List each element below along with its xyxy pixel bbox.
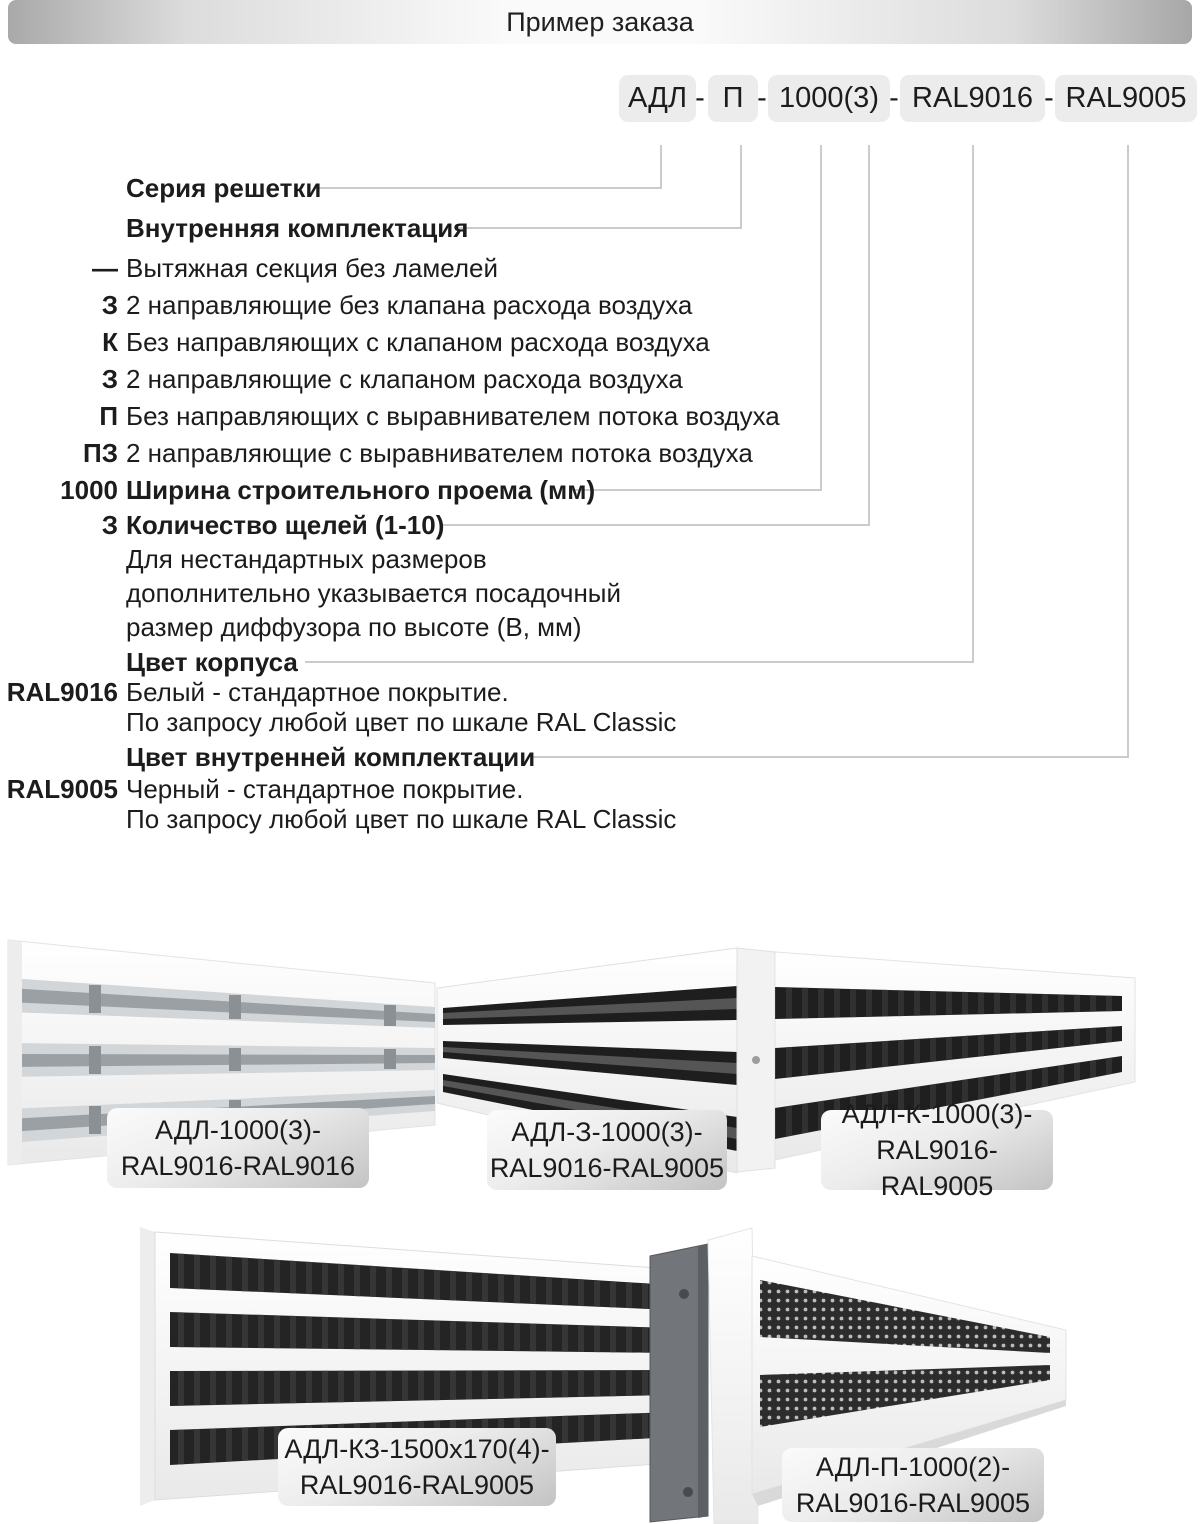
spec-code	[0, 644, 118, 681]
spec-option-row	[0, 287, 692, 324]
product-label-line: RAL9016-RAL9005	[795, 1488, 1031, 1518]
product-label	[821, 1099, 1053, 1201]
connector-body-color-horizontal	[305, 661, 974, 663]
product-label	[278, 1428, 556, 1506]
order-code-segment-inner-color: RAL9005	[1055, 75, 1197, 122]
spec-label: Вытяжная секция без ламелей	[126, 253, 498, 283]
spec-label: Количество щелей (1-10)	[126, 510, 445, 540]
spec-code: RAL9016	[6, 677, 118, 707]
order-code-segment-config: П	[708, 75, 758, 122]
spec-inner-color-row	[0, 774, 676, 834]
connector-config-horizontal	[455, 227, 742, 229]
spec-heading-inner-color	[0, 739, 535, 776]
order-code-segment-body-color: RAL9016	[900, 75, 1045, 122]
spec-note-line: дополнительно указывается посадочный	[126, 578, 622, 608]
spec-label: Без направляющих с выравнивателем потока воздуха	[126, 401, 780, 431]
spec-code: К	[102, 327, 118, 357]
spec-label: 2 направляющие с выравнивателем потока воздуха	[126, 438, 753, 468]
product-label-line: RAL9016-RAL9005	[299, 1470, 535, 1500]
spec-label-line: Белый - стандартное покрытие.	[126, 677, 509, 707]
spec-label: Ширина строительного проема (мм)	[126, 475, 596, 505]
spec-option-row	[0, 435, 753, 472]
product-label	[782, 1448, 1044, 1522]
order-code-separator: -	[695, 82, 705, 114]
connector-config-vertical	[740, 145, 742, 229]
connector-series-vertical	[660, 145, 662, 189]
spec-label: Серия решетки	[126, 173, 322, 203]
product-label-line: АДЛ-КЗ-1500x170(4)-	[284, 1434, 550, 1464]
spec-label: Без направляющих с клапаном расхода воздуха	[126, 327, 710, 357]
spec-code: П	[99, 401, 118, 431]
connector-width-horizontal	[570, 489, 822, 491]
order-code-separator: -	[889, 82, 899, 114]
spec-width-row	[0, 472, 595, 509]
spec-code: З	[101, 364, 118, 394]
spec-option-row	[0, 398, 780, 435]
spec-note	[126, 542, 621, 644]
spec-label: Цвет внутренней комплектации	[126, 742, 536, 772]
header-bar	[8, 0, 1192, 44]
connector-series-horizontal	[315, 187, 662, 189]
order-code-separator: -	[1044, 82, 1054, 114]
spec-note-line: Для нестандартных размеров	[126, 544, 487, 574]
spec-heading-series	[0, 170, 321, 207]
product-label-line: RAL9016-RAL9005	[876, 1135, 998, 1201]
spec-code	[0, 739, 118, 776]
product-label-line: АДЛ-1000(3)-	[155, 1115, 321, 1145]
spec-slots-row	[0, 507, 444, 544]
product-label-line: АДЛ-З-1000(3)-	[511, 1117, 703, 1147]
order-code-separator: -	[757, 82, 767, 114]
connector-width-vertical	[820, 145, 822, 491]
spec-label	[126, 677, 676, 737]
spec-label-line: По запросу любой цвет по шкале RAL Classic	[126, 707, 677, 737]
product-label-line: АДЛ-П-1000(2)-	[815, 1452, 1011, 1482]
spec-heading-body-color	[0, 644, 298, 681]
spec-label	[126, 774, 676, 834]
spec-note-line: размер диффузора по высоте (В, мм)	[126, 612, 582, 642]
connector-body-color-vertical	[972, 145, 974, 663]
order-code-segment-size: 1000(3)	[768, 75, 890, 122]
connector-inner-color-vertical	[1127, 145, 1129, 758]
spec-label: 2 направляющие с клапаном расхода воздуха	[126, 364, 683, 394]
spec-code: З	[101, 290, 118, 320]
products-illustration	[0, 900, 1200, 1524]
spec-code: З	[101, 510, 118, 540]
spec-code	[0, 170, 118, 207]
order-code-segment-series: АДЛ	[619, 75, 696, 122]
product-label	[107, 1108, 369, 1188]
product-label-line: RAL9016-RAL9005	[489, 1153, 725, 1183]
page-title: Пример заказа	[506, 7, 694, 37]
spec-label: Цвет корпуса	[126, 647, 298, 677]
connector-slots-horizontal	[440, 524, 870, 526]
spec-code: ПЗ	[83, 438, 118, 468]
spec-option-row	[0, 361, 683, 398]
spec-option-row	[0, 250, 498, 287]
product-label	[487, 1110, 727, 1190]
product-label-line: АДЛ-К-1000(3)-	[841, 1099, 1033, 1129]
spec-label: 2 направляющие без клапана расхода воздуха	[126, 290, 693, 320]
spec-option-row	[0, 324, 710, 361]
product-label-line: RAL9016-RAL9016	[120, 1151, 356, 1181]
spec-code: —	[92, 253, 118, 283]
spec-label: Внутренняя комплектация	[126, 213, 469, 243]
spec-label-line: Черный - стандартное покрытие.	[126, 774, 524, 804]
spec-body-color-row	[0, 677, 676, 737]
spec-heading-config	[0, 210, 468, 247]
spec-label-line: По запросу любой цвет по шкале RAL Classic	[126, 804, 677, 834]
connector-inner-color-horizontal	[532, 756, 1129, 758]
spec-code: 1000	[60, 475, 118, 505]
spec-code	[0, 210, 118, 247]
spec-code: RAL9005	[6, 774, 118, 804]
connector-slots-vertical	[868, 145, 870, 526]
